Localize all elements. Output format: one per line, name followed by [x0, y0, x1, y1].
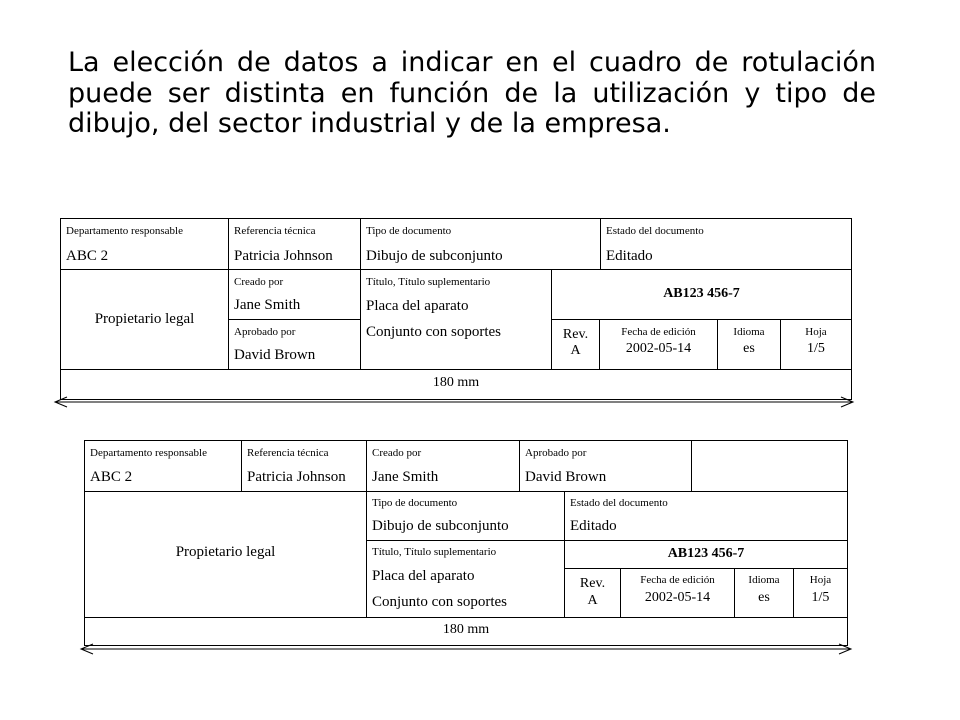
- label-creado: Creado por: [372, 447, 422, 459]
- cell-aprobado: [519, 440, 692, 492]
- value-hoja: 1/5: [811, 590, 830, 605]
- cell-aprobado: [228, 319, 361, 370]
- value-estado: Editado: [606, 248, 653, 264]
- dimension-arrow: [54, 396, 854, 408]
- value-ancho: 180 mm: [432, 375, 480, 390]
- dimension-arrow: [80, 643, 852, 655]
- cell-titulo: [360, 269, 552, 370]
- value-ancho: 180 mm: [442, 622, 490, 637]
- label-tipo: Tipo de documento: [372, 497, 458, 509]
- value-rev: A: [570, 343, 581, 358]
- cell-fecha: [620, 568, 735, 618]
- value-rev: A: [587, 593, 598, 608]
- value-aprobado: David Brown: [525, 469, 607, 485]
- label-idioma: Idioma: [748, 574, 780, 586]
- value-aprobado: David Brown: [234, 347, 316, 363]
- label-rev: Rev.: [562, 327, 589, 342]
- cell-referencia: [241, 440, 367, 492]
- label-aprobado: Aprobado por: [234, 326, 296, 338]
- cell-rev: [551, 319, 600, 370]
- value-tipo: Dibujo de subconjunto: [366, 248, 503, 264]
- value-numero: AB123 456-7: [667, 546, 745, 561]
- value-titulo-1: Placa del aparato: [372, 568, 475, 584]
- value-referencia: Patricia Johnson: [247, 469, 346, 485]
- label-aprobado: Aprobado por: [525, 447, 587, 459]
- label-estado: Estado del documento: [570, 497, 668, 509]
- value-propietario: Propietario legal: [94, 311, 195, 327]
- cell-hoja: [793, 568, 848, 618]
- value-creado: Jane Smith: [234, 297, 301, 313]
- cell-ancho: [84, 617, 848, 646]
- label-rev: Rev.: [579, 576, 606, 591]
- cell-propietario: [84, 491, 367, 618]
- label-hoja: Hoja: [805, 326, 827, 338]
- value-departamento: ABC 2: [90, 469, 133, 485]
- title-block-1: [60, 218, 852, 408]
- value-titulo-2: Conjunto con soportes: [366, 324, 501, 340]
- value-estado: Editado: [570, 518, 617, 534]
- value-titulo-2: Conjunto con soportes: [372, 594, 507, 610]
- cell-idioma: [734, 568, 794, 618]
- cell-creado: [228, 269, 361, 320]
- value-hoja: 1/5: [807, 341, 825, 356]
- cell-estado: [564, 491, 848, 541]
- cell-departamento: [60, 218, 229, 270]
- cell-fecha: [599, 319, 718, 370]
- cell-propietario: [60, 269, 229, 370]
- cell-idioma: [717, 319, 781, 370]
- value-departamento: ABC 2: [66, 248, 109, 264]
- heading-text: La elección de datos a indicar en el cuadro de rotulación puede ser distinta en función de la utilización y tipo de dibujo, del sector industrial y de la empresa.: [68, 47, 876, 139]
- cell-titulo: [366, 540, 565, 618]
- label-titulo: Título, Título suplementario: [372, 546, 497, 558]
- label-fecha: Fecha de edición: [621, 326, 696, 338]
- cell-tipo: [366, 491, 565, 541]
- value-creado: Jane Smith: [372, 469, 439, 485]
- label-referencia: Referencia técnica: [234, 225, 316, 237]
- cell-rev: [564, 568, 621, 618]
- value-numero: AB123 456-7: [663, 286, 740, 301]
- label-estado: Estado del documento: [606, 225, 704, 237]
- title-block-2: [84, 440, 848, 656]
- label-idioma: Idioma: [733, 326, 765, 338]
- cell-numero: [564, 540, 848, 569]
- value-fecha: 2002-05-14: [644, 590, 711, 605]
- label-departamento: Departamento responsable: [66, 225, 183, 237]
- cell-numero: [551, 269, 852, 320]
- value-fecha: 2002-05-14: [625, 341, 692, 356]
- cell-empty: [691, 440, 848, 492]
- label-departamento: Departamento responsable: [90, 447, 207, 459]
- label-referencia: Referencia técnica: [247, 447, 329, 459]
- label-hoja: Hoja: [809, 574, 832, 586]
- label-titulo: Título, Título suplementario: [366, 276, 491, 288]
- value-titulo-1: Placa del aparato: [366, 298, 469, 314]
- value-tipo: Dibujo de subconjunto: [372, 518, 509, 534]
- cell-departamento: [84, 440, 242, 492]
- label-fecha: Fecha de edición: [640, 574, 715, 586]
- cell-creado: [366, 440, 520, 492]
- label-tipo: Tipo de documento: [366, 225, 452, 237]
- cell-hoja: [780, 319, 852, 370]
- value-referencia: Patricia Johnson: [234, 248, 333, 264]
- cell-tipo: [360, 218, 601, 270]
- value-idioma: es: [743, 341, 755, 356]
- value-idioma: es: [758, 590, 770, 605]
- value-propietario: Propietario legal: [175, 544, 276, 560]
- cell-referencia: [228, 218, 361, 270]
- cell-estado: [600, 218, 852, 270]
- label-creado: Creado por: [234, 276, 284, 288]
